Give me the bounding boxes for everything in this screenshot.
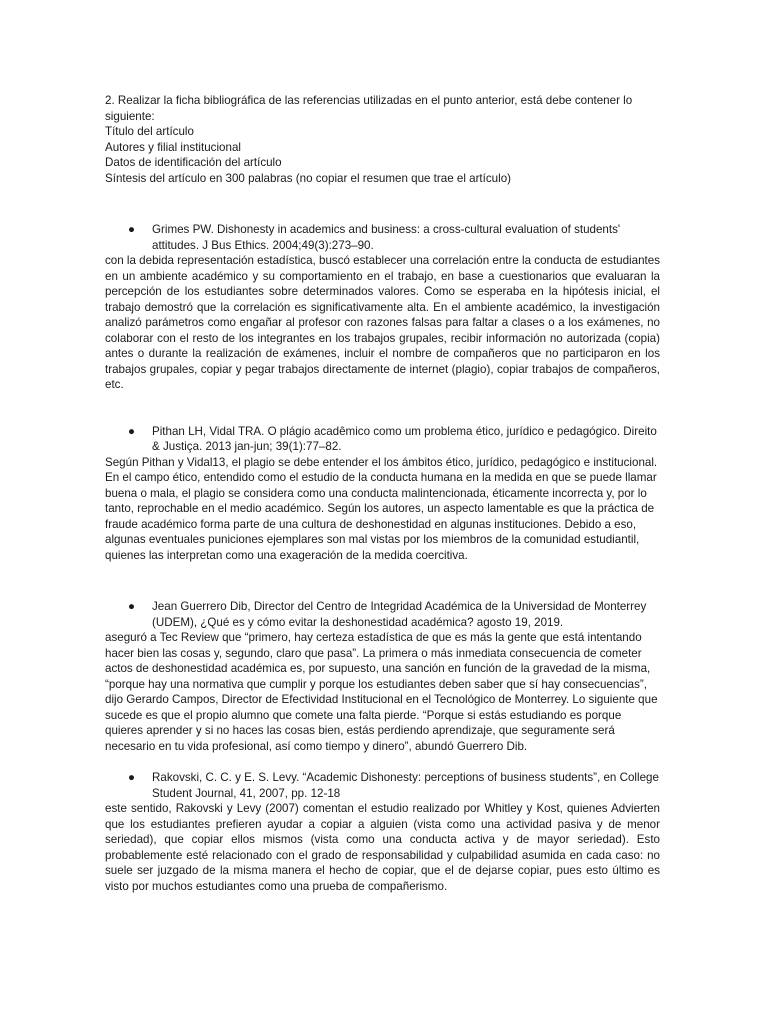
reference-block [105,599,660,754]
bullet-icon: ● [128,223,136,236]
reference-summary: Según Pithan y Vidal13, el plagio se debe entender el los ámbitos ético, jurídico, pedagógico e institucional. En el campo ético, entendido como el estudio de la conducta humana en la medida en que se puede llamar buena o mala, el plagio se considera como una conducta malintencionada, éticamente incorrecta y, por lo tanto, reprochable en el medio académico. Según los autores, un aspecto lamentable es que la práctica de fraude académico forma parte de una cultura de deshonestidad en algunas instituciones. Debido a eso, algunas eventuales puniciones ejemplares son mal vistas por los miembros de la comunidad estudiantil, quienes las interpretan como una exageración de la medida coercitiva. [105,455,658,562]
reference-summary: este sentido, Rakovski y Levy (2007) comentan el estudio realizado por Whitley y Kost, quienes Advierten que los estudiantes prefieren ayudar a copiar a alguien (vista como una actividad pasiva y de menor seriedad), que copiar ellos mismos (vista como una conducta activa y de mayor seriedad). Esto probablemente esté relacionado con el grado de responsabilidad y culpabilidad asumida en cada caso: no suele ser juzgado de la misma manera el hecho de copiar, que el de dejarse copiar, pues esto último es visto por muchos estudiantes como una prueba de compañerismo. [105,802,660,893]
reference-citation [105,770,660,801]
bullet-icon: ● [128,771,136,784]
reference-block [105,222,660,393]
citation-text: Grimes PW. Dishonesty in academics and business: a cross-cultural evaluation of students' attitudes. J Bus Ethics. 2004;49(3):273–90. [152,223,621,252]
document-page [105,93,660,894]
bullet-icon: ● [128,424,136,438]
citation-text: Jean Guerrero Dib, Director del Centro de Integridad Académica de la Universidad de Monterrey (UDEM), ¿Qué es y cómo evitar la deshonestidad académica? agosto 19, 2019. [152,600,647,629]
assignment-instructions [105,93,660,186]
citation-text: Pithan LH, Vidal TRA. O plágio acadêmico como um problema ético, jurídico e pedagógico. Direito & Justiça. 2013 jan-jun; 39(1):77–82. [152,424,657,453]
bullet-icon: ● [128,600,136,613]
reference-block [105,770,660,894]
reference-block [105,424,660,564]
citation-text: Rakovski, C. C. y E. S. Levy. “Academic Dishonesty: perceptions of business students”, en College Student Journal, 41, 2007, pp. 12-18 [152,771,659,800]
instruction-item-identification: Datos de identificación del artículo [105,156,282,169]
reference-citation [105,599,660,630]
instruction-item-synthesis: Síntesis del artículo en 300 palabras (no copiar el resumen que trae el artículo) [105,171,512,185]
instruction-item-authors: Autores y filial institucional [105,140,241,154]
reference-citation [105,222,660,253]
reference-summary: con la debida representación estadística, buscó establecer una correlación entre la conducta de estudiantes en un ambiente académico y su comportamiento en el trabajo, en base a cuestionarios que evaluaran la percepción de los estudiantes sobre determinados valores. Como se esperaba en la hipótesis inicial, el trabajo demostró que la correlación es significativamente alta. En el ambiente académico, la investigación analizó parámetros como engañar al profesor con razones falsas para faltar a clases o a los exámenes, no colaborar con el resto de los integrantes en los trabajos grupales, recibir información no autorizada (copia) antes o durante la realización de exámenes, incluir el nombre de compañeros que no participaron en los trabajos grupales, copiar y pegar trabajos directamente de internet (plagio), copiar trabajos de compañeros, etc. [105,254,660,391]
reference-summary: aseguró a Tec Review que “primero, hay certeza estadística de que es más la gente que está intentando hacer bien las cosas y, segundo, claro que pasa”. La primera o más inmediata consecuencia de cometer actos de deshonestidad académica es, por supuesto, una sanción en función de la gravedad de la misma, “porque hay una normativa que cumplir y porque los estudiantes deben saber que sí hay consecuencias”, dijo Gerardo Campos, Director de Efectividad Institucional en el Tecnológico de Monterrey. Lo siguiente que sucede es que el propio alumno que comete una falta pierde. “Porque si estás estudiando es porque quieres aprender y si no haces las cosas bien, estás perdiendo aprendizaje, que seguramente será necesario en tu vida profesional, así como tiempo y dinero”, abundó Guerrero Dib. [105,631,658,753]
instruction-heading: 2. Realizar la ficha bibliográfica de las referencias utilizadas en el punto anterior, está debe contener lo siguiente: [105,94,633,123]
instruction-item-title: Título del artículo [105,125,194,138]
reference-citation [105,424,660,455]
